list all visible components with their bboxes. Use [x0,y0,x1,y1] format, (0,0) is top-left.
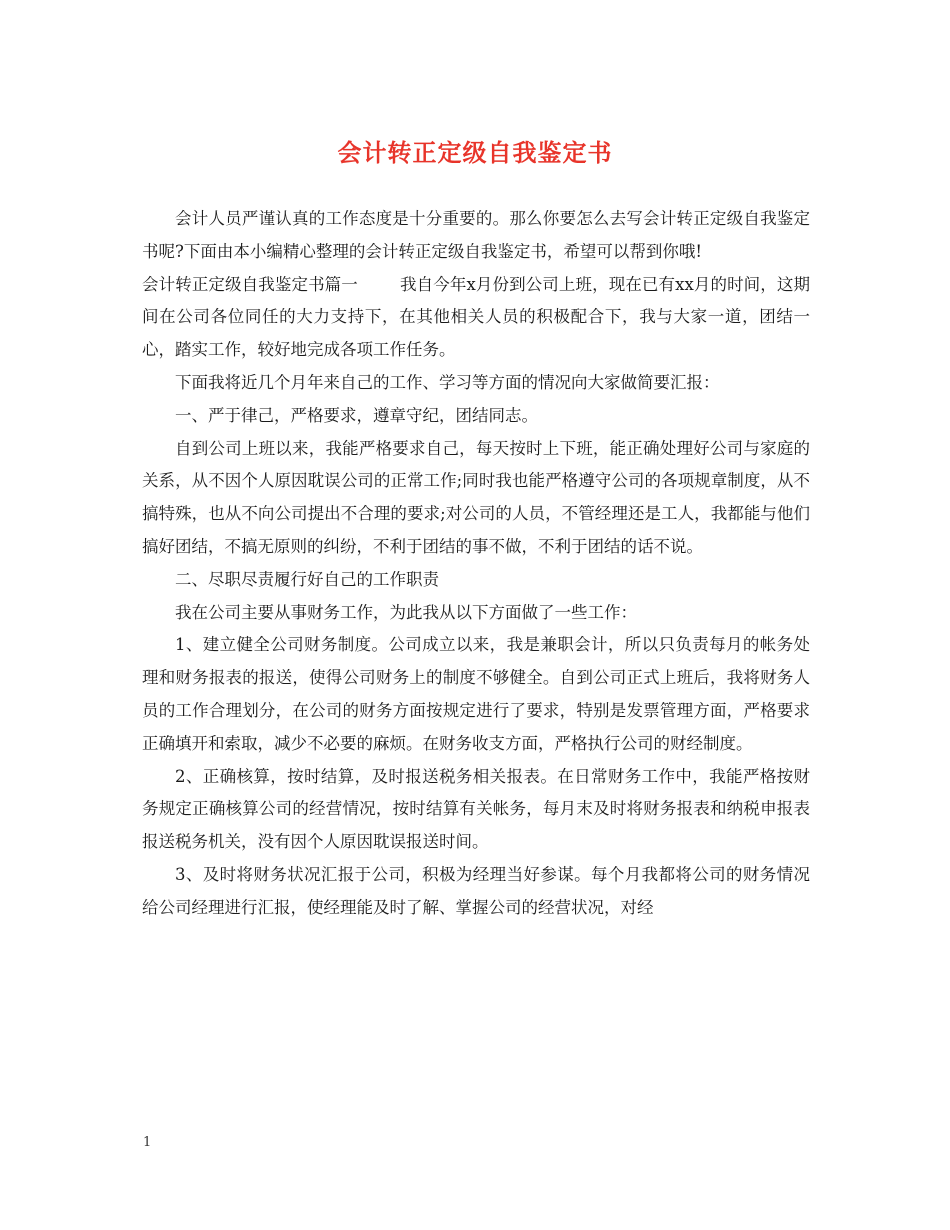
body-paragraph: 我在公司主要从事财务工作，为此我从以下方面做了一些工作： [175,602,637,622]
body-paragraph: 下面我将近几个月年来自己的工作、学习等方面的情况向大家做简要汇报： [175,372,720,392]
document-body [142,203,810,925]
intro-paragraph: 会计人员严谨认真的工作态度是十分重要的。那么你要怎么去写会计转正定级自我鉴定书呢?下面由本小编精心整理的会计转正定级自我鉴定书，希望可以帮到你哦! [142,209,810,261]
section-first-text: 我自今年x月份到公司上班，现在已有xx月的时间，这期间在公司各位同任的大力支持下，在其他相关人员的积极配合下，我与大家一道，团结一心，踏实工作，较好地完成各项工作任务。 [142,274,811,360]
list-item: 1、建立健全公司财务制度。公司成立以来，我是兼职会计，所以只负责每月的帐务处理和财务报表的报送，使得公司财务上的制度不够健全。自到公司正式上班后，我将财务人员的工作合理划分，在公司的财务方面按规定进行了要求，特别是发票管理方面，严格要求正确填开和索取，减少不必要的麻烦。在财务收支方面，严格执行公司的财经制度。 [142,635,810,753]
section-paragraph [142,269,810,367]
page-number: 1 [143,1135,152,1150]
body-paragraph: 自到公司上班以来，我能严格要求自己，每天按时上下班，能正确处理好公司与家庭的关系，从不因个人原因耽误公司的正常工作;同时我也能严格遵守公司的各项规章制度，从不搞特殊，也从不向公司提出不合理的要求;对公司的人员，不管经理还是工人，我都能与他们搞好团结，不搞无原则的纠纷，不利于团结的事不做，不利于团结的话不说。 [142,438,810,556]
list-item: 2、正确核算，按时结算，及时报送税务相关报表。在日常财务工作中，我能严格按财务规定正确核算公司的经营情况，按时结算有关帐务，每月末及时将财务报表和纳税申报表报送税务机关，没有因个人原因耽误报送时间。 [142,766,810,852]
section-heading: 会计转正定级自我鉴定书篇一 [142,274,358,294]
subheading-duties: 二、尽职尽责履行好自己的工作职责 [175,569,439,589]
subheading-discipline: 一、严于律己，严格要求，遵章守纪，团结同志。 [175,405,538,425]
list-item: 3、及时将财务状况汇报于公司，积极为经理当好参谋。每个月我都将公司的财务情况给公司经理进行汇报，使经理能及时了解、掌握公司的经营状况，对经 [142,864,810,917]
document-title: 会计转正定级自我鉴定书 [337,138,613,167]
